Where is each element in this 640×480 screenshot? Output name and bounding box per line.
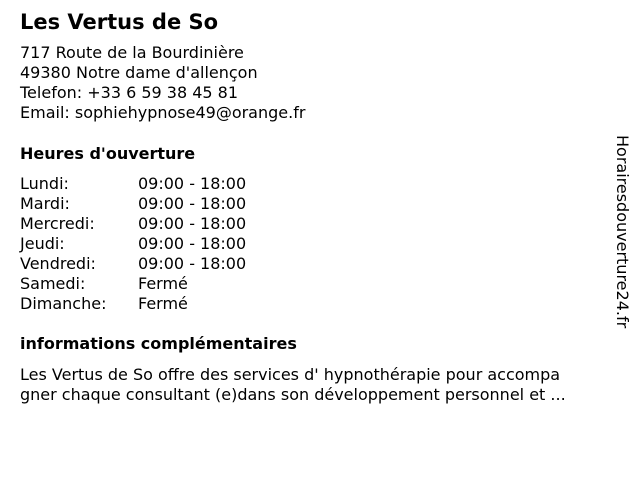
hours-row <box>20 234 246 254</box>
business-name: Les Vertus de So <box>20 10 219 34</box>
hours-row <box>20 294 246 314</box>
email-address: Email: sophiehypnose49@orange.fr <box>20 103 306 122</box>
info-description <box>20 365 620 405</box>
hours-time: 09:00 - 18:00 <box>138 214 247 233</box>
hours-day: Dimanche: <box>20 294 107 313</box>
hours-day: Mercredi: <box>20 214 95 233</box>
info-heading: informations complémentaires <box>20 334 297 353</box>
hours-day: Vendredi: <box>20 254 96 273</box>
hours-time: 09:00 - 18:00 <box>138 234 247 253</box>
hours-row <box>20 214 246 234</box>
info-line: gner chaque consultant (e)dans son développement personnel et ... <box>20 385 566 404</box>
site-watermark: Horairesdouverture24.fr <box>613 135 632 329</box>
hours-time: 09:00 - 18:00 <box>138 174 247 193</box>
phone-number: Telefon: +33 6 59 38 45 81 <box>20 83 239 102</box>
hours-day: Samedi: <box>20 274 86 293</box>
hours-row <box>20 254 246 274</box>
hours-day: Jeudi: <box>20 234 65 253</box>
info-line: Les Vertus de So offre des services d' hypnothérapie pour accompa <box>20 365 561 384</box>
hours-row <box>20 194 246 214</box>
hours-time: Fermé <box>138 274 188 293</box>
address-block <box>20 43 305 123</box>
hours-table <box>20 174 246 314</box>
hours-row <box>20 274 246 294</box>
hours-day: Mardi: <box>20 194 70 213</box>
hours-day: Lundi: <box>20 174 69 193</box>
address-city: 49380 Notre dame d'allençon <box>20 63 258 82</box>
hours-heading: Heures d'ouverture <box>20 144 196 163</box>
address-street: 717 Route de la Bourdinière <box>20 43 244 62</box>
hours-time: 09:00 - 18:00 <box>138 194 247 213</box>
hours-row <box>20 174 246 194</box>
hours-time: Fermé <box>138 294 188 313</box>
hours-time: 09:00 - 18:00 <box>138 254 247 273</box>
